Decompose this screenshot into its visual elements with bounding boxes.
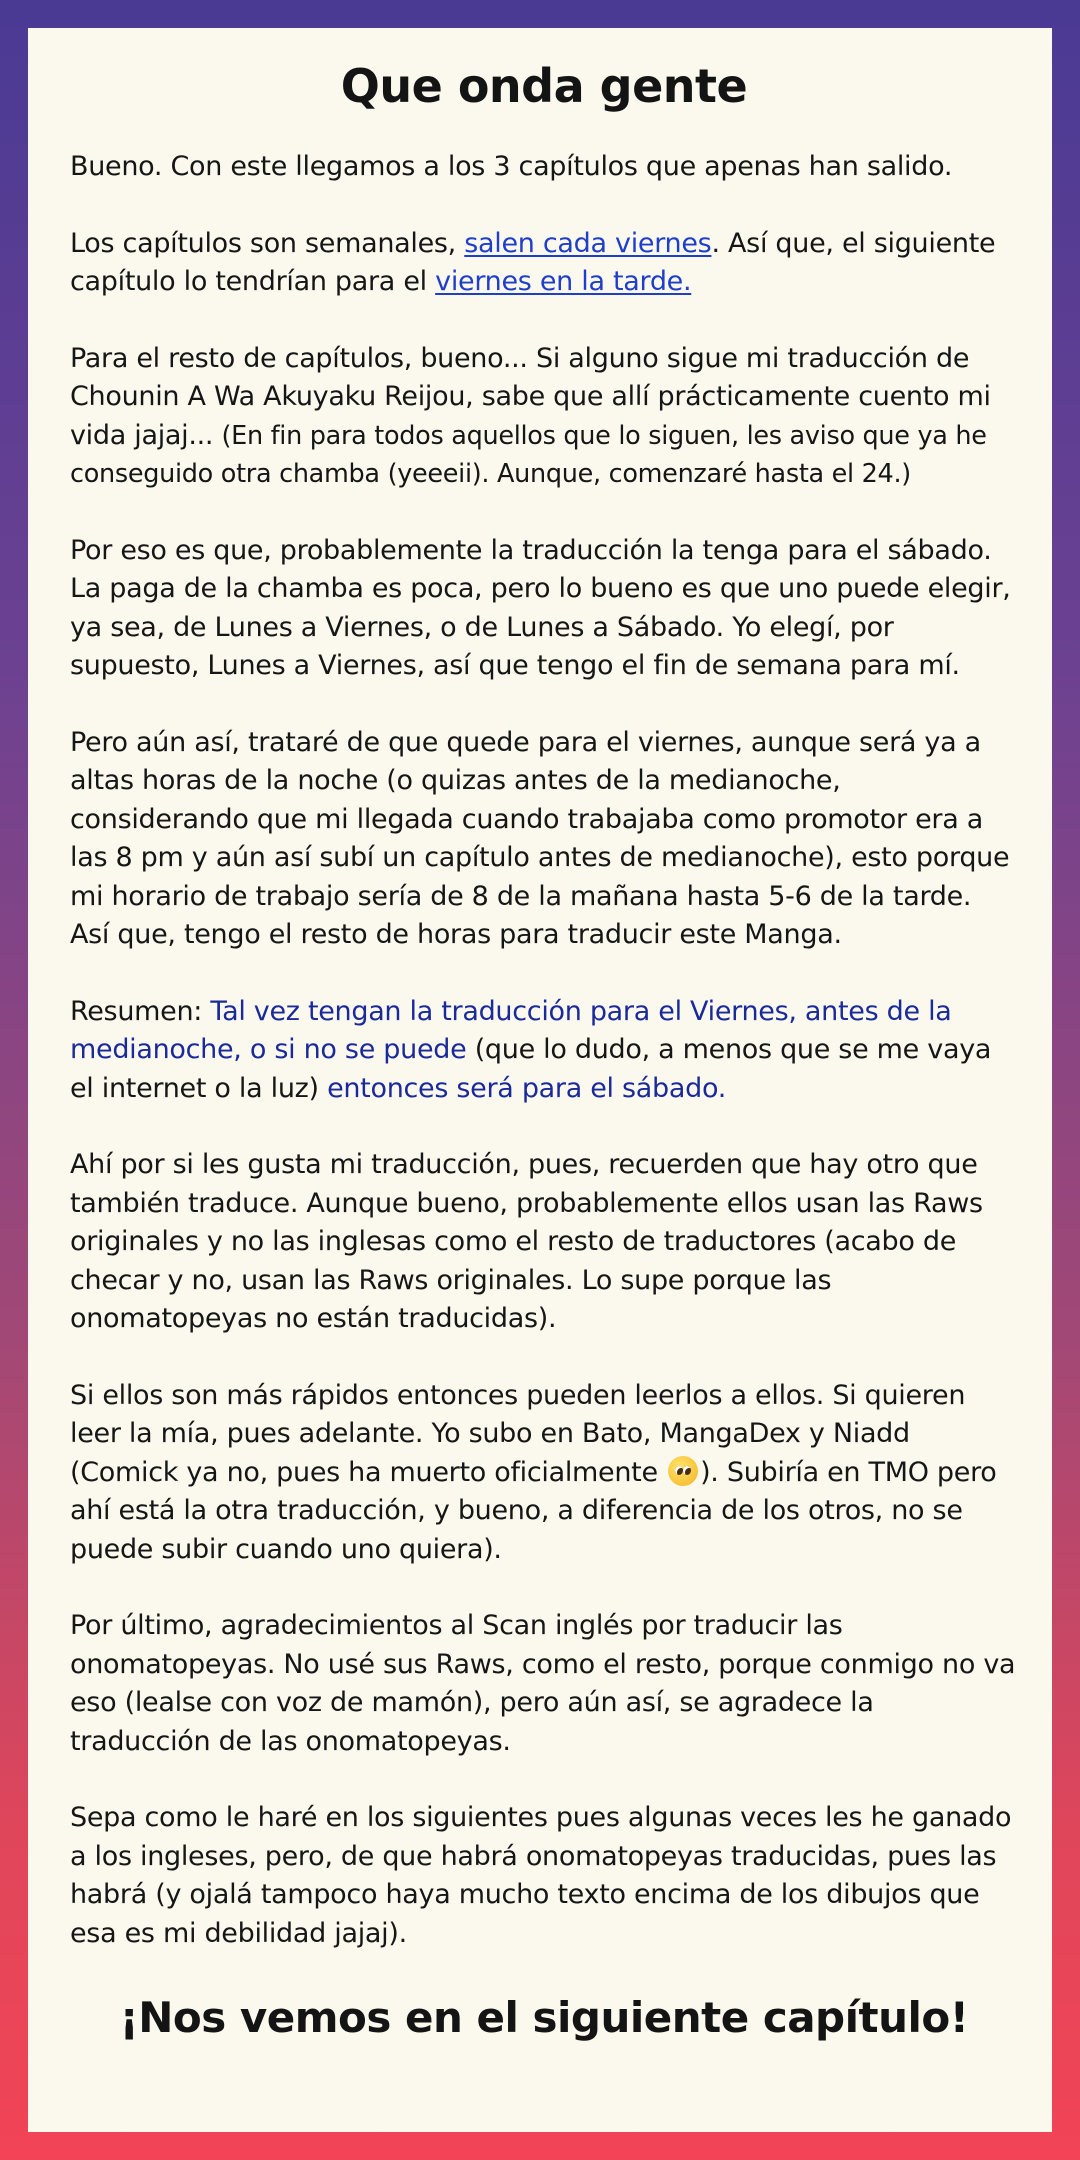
paragraph-aside-text: (En fin para todos aquellos que lo siguen, les aviso que ya he conseguido otra chamba (yeeeii). Aunque, comenzaré hasta el 24.) xyxy=(70,420,987,489)
paragraph-summary xyxy=(70,993,1018,1109)
paragraph-other-translation xyxy=(70,340,1018,494)
summary-label: Resumen: xyxy=(70,995,211,1027)
summary-highlight: entonces será para el sábado. xyxy=(327,1072,726,1104)
paragraph-text: ). Subiría en TMO pero ahí está la otra traducción, y bueno, a diferencia de los otros, no se puede subir cuando uno quiera). xyxy=(70,1456,997,1565)
release-day-link[interactable]: salen cada viernes xyxy=(464,227,712,259)
paragraph-text: . Así que, el siguiente capítulo lo tendrían para el xyxy=(70,227,996,297)
paragraph-text: (que lo dudo, a menos que se me vaya el internet o la luz) xyxy=(70,1034,992,1104)
paragraph-platforms xyxy=(70,1377,1018,1570)
paragraph-text: Los capítulos son semanales, xyxy=(70,227,465,259)
paragraph-intro: Bueno. Con este llegamos a los 3 capítulos que apenas han salido. xyxy=(70,151,953,182)
paragraph-text: Si ellos son más rápidos entonces pueden leerlos a ellos. Si quieren leer la mía, pues adelante. Yo subo en Bato, MangaDex y Niadd (Comick ya no, pues ha muerto oficialmente xyxy=(70,1379,966,1488)
pleading-face-icon xyxy=(668,1456,698,1486)
paragraph-other-translator: Ahí por si les gusta mi traducción, pues, recuerden que hay otro que también traduce. Aunque bueno, probablemente ellos usan las Raws originales y no las inglesas como el resto de traductores (acabo de checar y no, usan las Raws originales. Lo supe porque las onomatopeyas no están traducidas). xyxy=(70,1149,983,1334)
paragraph-text: Para el resto de capítulos, bueno... Si alguno sigue mi traducción de Chounin A Wa Akuyaku Reijou, sabe que allí prácticamente cuento mi vida jajaj... xyxy=(70,342,991,451)
paragraph-schedule xyxy=(70,225,1018,302)
release-time-link[interactable]: viernes en la tarde. xyxy=(435,266,692,297)
paragraph-friday-attempt: Pero aún así, trataré de que quede para el viernes, aunque será ya a altas horas de la noche (o quizas antes de la medianoche, considerando que mi llegada cuando trabajaba como promotor era a las 8 pm y aún así subí un capítulo antes de medianoche), esto porque mi horario de trabajo sería de 8 de la mañana hasta 5-6 de la tarde. Así que, tengo el resto de horas para traducir este Manga. xyxy=(70,726,1010,950)
paragraph-thanks: Por último, agradecimientos al Scan inglés por traducir las onomatopeyas. No usé sus Raws, como el resto, porque conmigo no va eso (lealse con voz de mamón), pero aún así, se agradece la traducción de las onomatopeyas. xyxy=(70,1610,1016,1757)
closing-heading: ¡Nos vemos en el siguiente capítulo! xyxy=(119,1993,969,2042)
note-card xyxy=(28,28,1052,2132)
paragraph-saturday: Por eso es que, probablemente la traducción la tenga para el sábado. La paga de la chamba es poca, pero lo bueno es que uno puede elegir, ya sea, de Lunes a Viernes, o de Lunes a Sábado. Yo elegí, por supuesto, Lunes a Viernes, así que tengo el fin de semana para mí. xyxy=(70,534,1011,681)
paragraph-next: Sepa como le haré en los siguientes pues algunas veces les he ganado a los ingleses, pero, de que habrá onomatopeyas traducidas, pues las habrá (y ojalá tampoco haya mucho texto encima de los dibujos que esa es mi debilidad jajaj). xyxy=(70,1802,1012,1949)
summary-highlight: Tal vez tengan la traducción para el Viernes, antes de la medianoche, o si no se puede xyxy=(70,995,952,1065)
page-title: Que onda gente xyxy=(340,59,748,113)
